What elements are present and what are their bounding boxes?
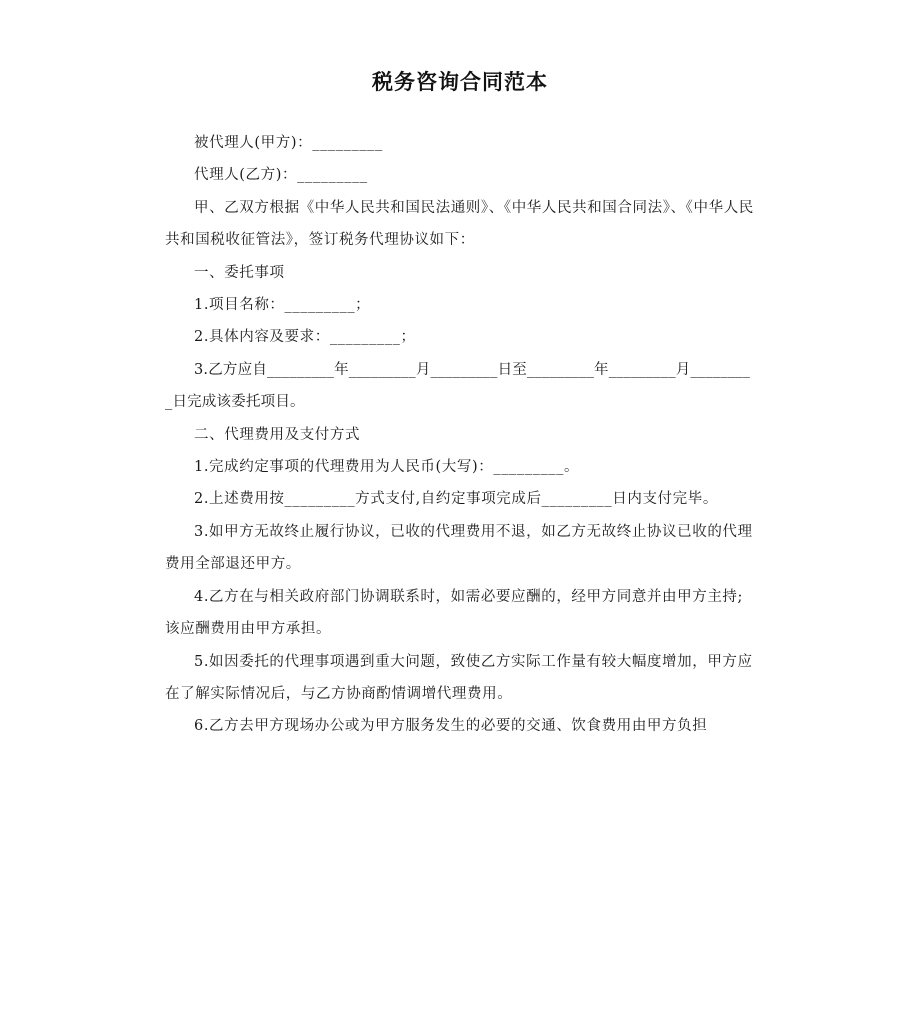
clause-project-name: 1.项目名称：_________； bbox=[194, 297, 371, 314]
clause-fee-adjustment: 5.如因委托的代理事项遇到重大问题，致使乙方实际工作量有较大幅度增加，甲方应在了解实际情况后，与乙方协商酌情调增代理费用。 bbox=[165, 653, 753, 702]
section-heading-fees-payment: 二、代理费用及支付方式 bbox=[194, 426, 361, 443]
party-b-line: 代理人(乙方)：_________ bbox=[194, 167, 368, 184]
document-title: 税务咨询合同范本 bbox=[372, 70, 548, 94]
clause-content-requirements: 2.具体内容及要求：_________； bbox=[194, 329, 416, 346]
preamble-paragraph: 甲、乙双方根据《中华人民共和国民法通则》、《中华人民共和国合同法》、《中华人民共和国税收征管法》，签订税务代理协议如下： bbox=[165, 199, 754, 249]
clause-expenses: 6.乙方去甲方现场办公或为甲方服务发生的必要的交通、饮食费用由甲方负担 bbox=[194, 718, 708, 735]
document-body bbox=[165, 127, 757, 743]
clause-payment-method: 2.上述费用按_________方式支付,自约定事项完成后_________日内支付完毕。 bbox=[194, 491, 718, 508]
party-a-line: 被代理人(甲方)：_________ bbox=[194, 135, 383, 151]
clause-agency-fee: 1.完成约定事项的代理费用为人民币(大写)：_________。 bbox=[194, 459, 580, 476]
clause-entertainment: 4.乙方在与相关政府部门协调联系时，如需必要应酬的，经甲方同意并由甲方主持;该应酬费用由甲方承担。 bbox=[165, 588, 744, 638]
clause-completion-period: 3.乙方应自_________年_________月_________日至_________年_________月_________日完成该委托项目。 bbox=[165, 361, 751, 411]
section-heading-entrusted-matters: 一、委托事项 bbox=[194, 264, 285, 281]
clause-termination: 3.如甲方无故终止履行协议，已收的代理费用不退，如乙方无故终止协议已收的代理费用全部退还甲方。 bbox=[165, 523, 753, 573]
